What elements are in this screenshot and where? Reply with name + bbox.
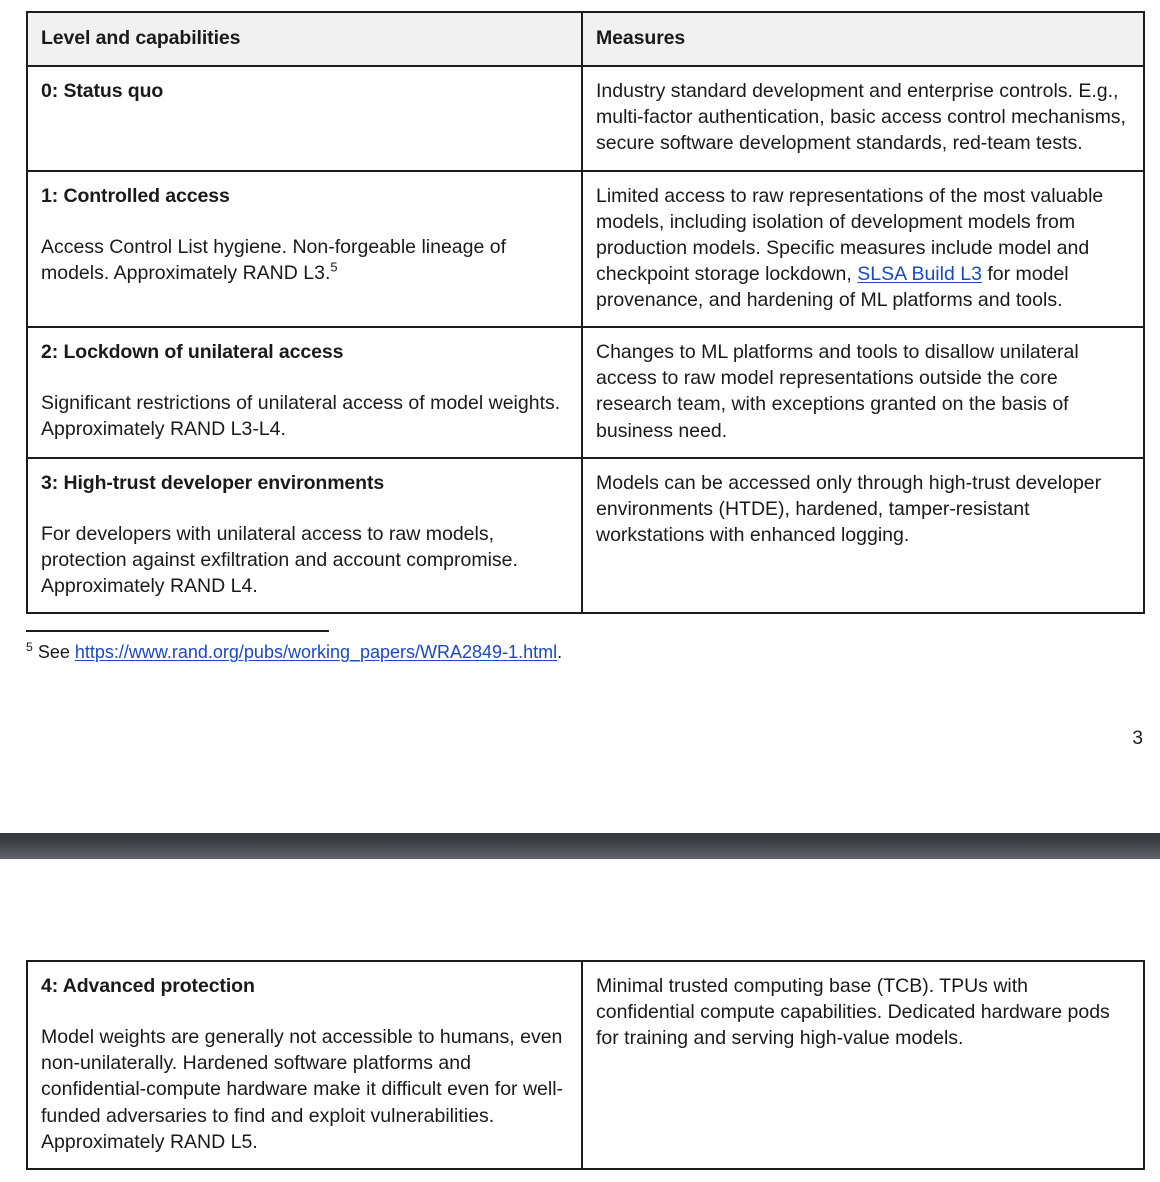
level-body-4: Model weights are generally not accessible to humans, even non-unilaterally. Hardened software platforms and confidential-compute hardware make it difficult even for well-funded adversaries to find and exploit vulnerabilities. Approximately RAND L5. — [41, 1026, 564, 1153]
table-body — [27, 66, 1144, 613]
footnote-reference-marker[interactable]: 5 — [330, 259, 338, 275]
measures-text-segment-after-link: for model provenance, and hardening of ML platforms and tools. — [596, 262, 1069, 311]
footnote-marker: 5 — [26, 640, 33, 655]
level-heading-3: 3: High-trust developer environments — [41, 471, 385, 494]
table-row — [27, 66, 1144, 170]
footnote-area — [26, 630, 1143, 664]
table-header — [27, 12, 1144, 66]
measures-cell-4 — [582, 961, 1144, 1169]
level-heading-2: 2: Lockdown of unilateral access — [41, 341, 344, 364]
measures-cell-2 — [582, 327, 1144, 458]
table-body-continued — [27, 961, 1144, 1169]
measures-text-1 — [596, 183, 1130, 314]
table-row — [27, 961, 1144, 1169]
level-heading-0: 0: Status quo — [41, 80, 164, 103]
table-header-row — [27, 12, 1144, 66]
table-row — [27, 327, 1144, 458]
level-body-3: For developers with unilateral access to raw models, protection against exfiltration and account compromise. Approximately RAND L4. — [41, 522, 518, 597]
measures-cell-0 — [582, 66, 1144, 170]
measures-text-0: Industry standard development and enterprise controls. E.g., multi-factor authentication, basic access control mechanisms, secure software development standards, red-team tests. — [596, 80, 1126, 155]
slsa-build-l3-link[interactable]: SLSA Build L3 — [857, 262, 982, 285]
column-header-measures: Measures — [582, 12, 1144, 66]
level-cell-4 — [27, 961, 582, 1169]
security-levels-table-continued — [26, 960, 1145, 1170]
footnote-separator-rule — [26, 630, 329, 632]
level-body-2: Significant restrictions of unilateral access of model weights. Approximately RAND L3-L4. — [41, 392, 561, 441]
measures-text-3: Models can be accessed only through high-trust developer environments (HTDE), hardened, tamper-resistant workstations with enhanced logging. — [596, 471, 1102, 546]
level-cell-2 — [27, 327, 582, 458]
footnote-suffix: . — [557, 642, 563, 663]
measures-text-4: Minimal trusted computing base (TCB). TPUs with confidential compute capabilities. Dedicated hardware pods for training and serving high-value models. — [596, 975, 1110, 1050]
level-body-1 — [41, 234, 568, 286]
measures-cell-1 — [582, 171, 1144, 328]
document-page-2 — [0, 859, 1160, 1182]
footnote-prefix: See — [32, 642, 75, 663]
level-cell-1 — [27, 171, 582, 328]
page-separator-bar — [0, 833, 1160, 859]
level-cell-0 — [27, 66, 582, 170]
footnote-text — [26, 641, 1143, 664]
measures-cell-3 — [582, 458, 1144, 614]
measures-text-segment-before-link: Limited access to raw representations of the most valuable models, including isolation of development models from production models. Specific measures include model and checkpoint storage lockdown, — [596, 184, 1104, 285]
table-row — [27, 171, 1144, 328]
level-cell-3 — [27, 458, 582, 614]
column-header-level-and-capabilities: Level and capabilities — [27, 12, 582, 66]
level-heading-4: 4: Advanced protection — [41, 975, 255, 997]
table-row — [27, 458, 1144, 614]
level-body-text-1: Access Control List hygiene. Non-forgeable lineage of models. Approximately RAND L3. — [41, 235, 507, 284]
rand-working-paper-link[interactable]: https://www.rand.org/pubs/working_papers/WRA2849-1.html — [74, 642, 558, 663]
security-levels-table — [26, 11, 1145, 614]
measures-text-2: Changes to ML platforms and tools to disallow unilateral access to raw model representations outside the core research team, with exceptions granted on the basis of business need. — [596, 341, 1079, 442]
page-number: 3 — [1132, 728, 1143, 749]
level-heading-1: 1: Controlled access — [41, 184, 230, 207]
